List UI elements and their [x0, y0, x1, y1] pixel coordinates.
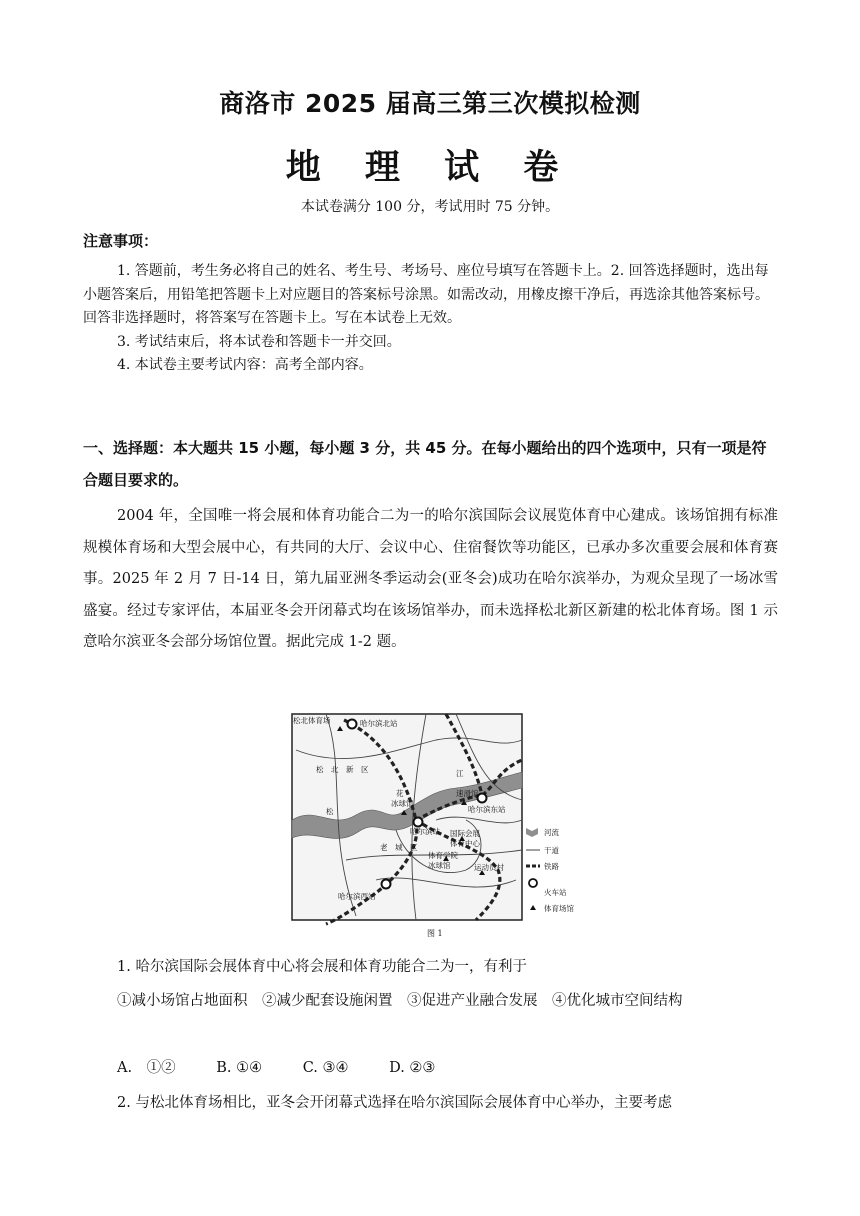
map-label: 哈尔滨站	[410, 827, 440, 836]
passage-text: 2004 年，全国唯一将会展和体育功能合二为一的哈尔滨国际会议展览体育中心建成。该场馆拥有标准规模体育场和大型会展中心，有共同的大厅、会议中心、住宿餐饮等功能区，已承办多次重要会展和体育赛事。2025 年 2 月 7 日-14 日，第九届亚洲冬季运动会(亚冬会)成功在哈尔滨举办，为观众呈现了一场冰雪盛宴。经过专家评估，本届亚冬会开闭幕式均在该场馆举办，而未选择松北新区新建的松北体育场。图 1 示意哈尔滨亚冬会部分场馆位置。据此完成 1-2 题。	[83, 508, 778, 651]
map-label: 哈尔滨东站	[468, 805, 506, 814]
map-label: 哈尔滨北站	[360, 719, 398, 728]
station-icon	[478, 794, 487, 803]
map-label: 冰球馆	[391, 799, 414, 808]
map-label: 国际会展	[450, 829, 480, 838]
map-label: 松 北 新 区	[316, 765, 369, 774]
legend-label: 铁路	[544, 862, 559, 871]
map-label: 松	[326, 807, 334, 816]
choice-d: D. ②③	[389, 1060, 436, 1076]
map-label: 运动员村	[474, 863, 504, 872]
map-label: 体育学院	[428, 851, 458, 860]
notes-list	[83, 260, 778, 378]
note-item: 4. 本试卷主要考试内容：高考全部内容。	[117, 357, 373, 373]
river-icon	[526, 828, 538, 837]
map-label: 速滑馆	[456, 789, 479, 798]
map-legend	[526, 827, 574, 913]
map-caption: 图 1	[427, 929, 443, 938]
map-label: 哈尔滨西站	[338, 892, 376, 901]
subject-title: 地 理 试 卷	[285, 148, 575, 188]
choice-c: C. ③④	[302, 1060, 349, 1076]
section-heading: 一、选择题：本大题共 15 小题，每小题 3 分，共 45 分。在每小题给出的四个选项中，只有一项是符合题目要求的。	[83, 439, 767, 489]
legend-label: 干道	[544, 846, 559, 855]
harbin-venue-map	[286, 710, 586, 942]
station-icon	[382, 880, 391, 889]
legend-label: 河流	[544, 828, 559, 837]
station-icon	[414, 818, 423, 827]
question-1-choices	[117, 1052, 812, 1084]
map-label: 体育中心	[450, 839, 480, 848]
map-label: 老 城 区	[380, 843, 418, 852]
station-icon	[529, 879, 537, 887]
question-1-stem: 1. 哈尔滨国际会展体育中心将会展和体育功能合二为一，有利于	[117, 959, 527, 975]
question-2-stem: 2. 与松北体育场相比，亚冬会开闭幕式选择在哈尔滨国际会展体育中心举办，主要考虑	[117, 1095, 672, 1111]
choice-b: B. ①④	[216, 1060, 263, 1076]
map-label: 江	[456, 769, 464, 778]
question-1-statements: ①减小场馆占地面积 ②减少配套设施闲置 ③促进产业融合发展 ④优化城市空间结构	[117, 993, 683, 1009]
map-label: 冰球馆	[428, 861, 451, 870]
legend-label: 火车站	[544, 888, 567, 897]
exam-info: 本试卷满分 100 分，考试用时 75 分钟。	[300, 199, 560, 215]
map-label: 松北体育场	[293, 716, 331, 725]
station-icon	[348, 720, 357, 729]
venue-icon	[530, 905, 536, 910]
note-item: 3. 考试结束后，将本试卷和答题卡一并交回。	[117, 333, 401, 350]
legend-label: 体育场馆	[544, 904, 574, 913]
exam-title: 商洛市 2025 届高三第三次模拟检测	[219, 89, 641, 118]
map-label: 花	[396, 789, 404, 798]
note-item: 1. 答题前，考生务必将自己的姓名、考生号、考场号、座位号填写在答题卡上。2. 回答选择题时，选出每小题答案后，用铅笔把答题卡上对应题目的答案标号涂黑。如需改动，用橡皮擦干净后，再选涂其他答案标号。回答非选择题时，将答案写在答题卡上。写在本试卷上无效。	[83, 263, 769, 326]
notes-heading: 注意事项：	[83, 232, 159, 250]
choice-a: A. ①②	[117, 1060, 176, 1076]
